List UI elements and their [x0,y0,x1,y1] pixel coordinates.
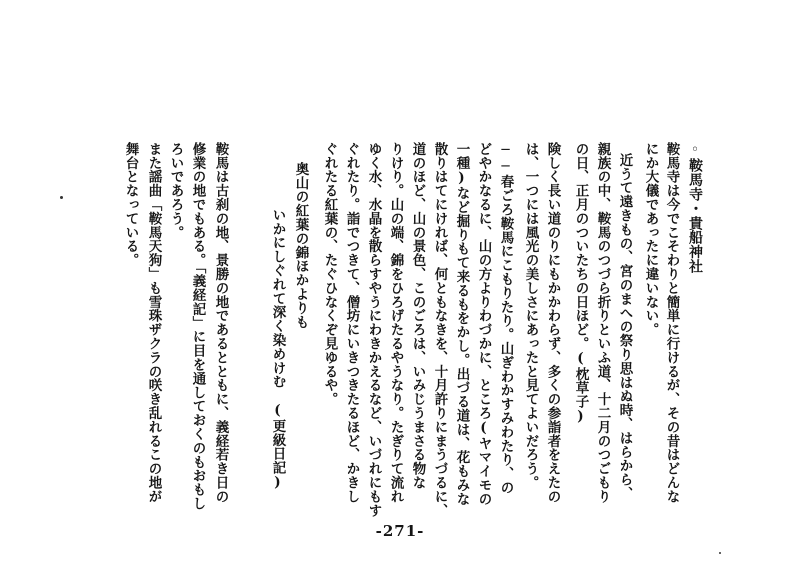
body-line: 舞台となっている。 [122,142,139,268]
poem-line: いかにしぐれて深く染めけむ (更級日記) [269,208,286,491]
body-line: ろいであろう。 [167,142,184,240]
scan-speck [719,552,721,554]
quote-line: どやかなるに、山の方よりわづかに、ところ(ヤマイモの [475,142,492,506]
quote-line: ゆく水、水晶を散らすやうにわきかえるなど、いづれにもす [365,142,382,518]
section-heading: ◦鞍馬寺・貴船神社 [687,142,703,274]
quote-line: 近うて遠きもの、宮のまへの祭り思はぬ時、はらから、 [616,153,633,501]
scan-speck [60,196,63,199]
body-line: 険しく長い道のりにもかかわらず、多くの参詣者をえたの [544,142,561,504]
quote-line: 一種)など掘りもて来るもをかし。出づる道は、花もみな [453,142,470,506]
quote-line: 親族の中、鞍馬のつづら折りといふ道、十二月のつごもり [594,142,611,504]
quote-line: ぐれたり。詣でつきて、僧坊にいきつきたるほど、かきし [343,142,360,504]
body-line: また謡曲「鞍馬天狗」も雪珠ザクラの咲き乱れるこの地が [145,142,162,504]
body-line: 修業の地でもある。「義経記」に目を通しておくのもおもし [189,142,206,511]
poem-line: 奥山の紅葉の錦ほかよりも [292,162,309,329]
body-line: にか大儀であったに違いない。 [642,142,659,337]
quote-line: ──春ごろ鞍馬にこもりたり。山ぎわかすみわたり、の [497,142,514,495]
quote-line: 道のほど、山の景色、このごろは、いみじうまさる物な [409,142,426,490]
body-line: 鞍馬寺は今でこそわりと簡単に行けるが、その昔はどんな [663,142,680,504]
quote-line: の日、正月のついたちの日ほど。(枕草子) [572,142,589,425]
quote-line: りけり。山の端、錦をひろげたるやうなり。たぎりて流れ [387,142,404,504]
quote-line: ぐれたる紅葉の、たぐひなくぞ見ゆるや。 [321,142,338,407]
quote-line: 散りはてにければ、何ともなきを、十月許りにまうづるに、 [431,142,448,518]
body-line: 鞍馬は古刹の地、景勝の地であるとともに、義経若き日の [212,142,229,504]
body-line: は、一つには風光の美しさにあったと見てよいだろう。 [522,142,539,490]
page-number: -271- [375,522,425,540]
